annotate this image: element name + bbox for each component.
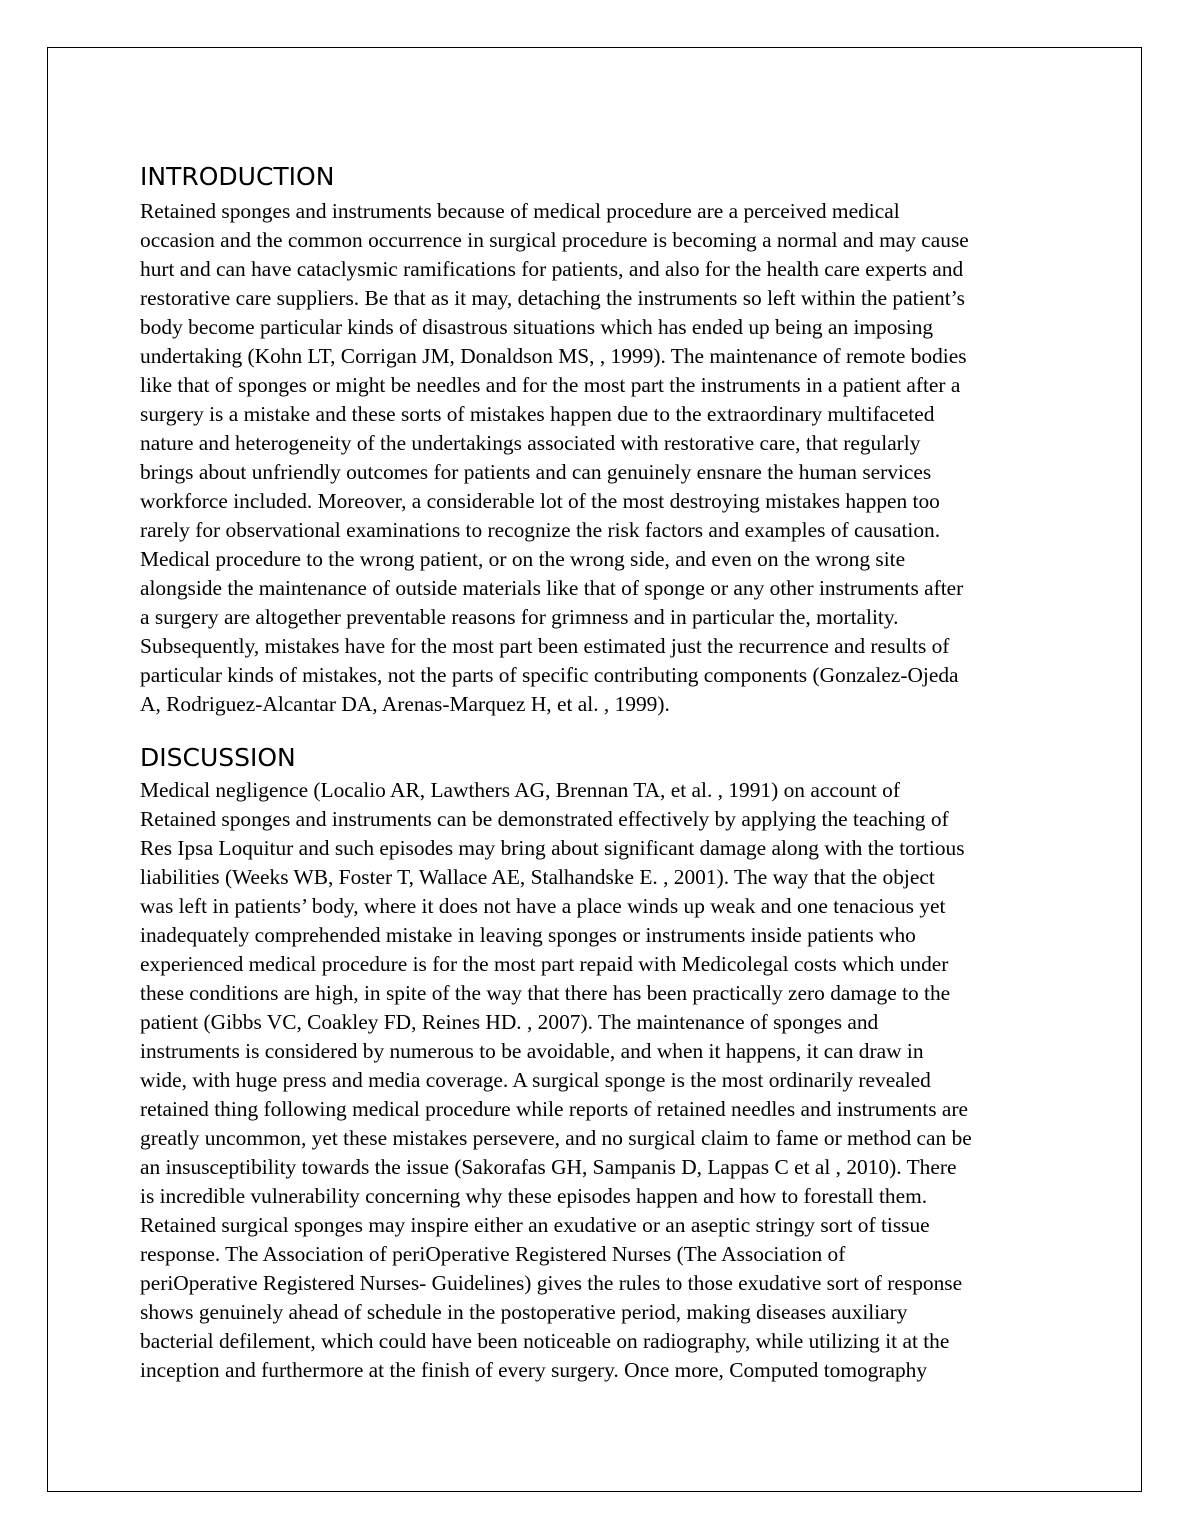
- introduction-paragraph: [140, 197, 1055, 719]
- text-line: Retained sponges and instruments because of medical procedure are a perceived medical: [140, 199, 900, 223]
- text-line: surgery is a mistake and these sorts of mistakes happen due to the extraordinary multifaceted: [140, 402, 935, 426]
- text-line: particular kinds of mistakes, not the parts of specific contributing components (Gonzalez-Ojeda: [140, 663, 959, 687]
- text-line: periOperative Registered Nurses- Guidelines) gives the rules to those exudative sort of response: [140, 1271, 963, 1295]
- text-line: was left in patients’ body, where it does not have a place winds up weak and one tenacious yet: [140, 894, 946, 918]
- text-line: greatly uncommon, yet these mistakes persevere, and no surgical claim to fame or method can be: [140, 1126, 972, 1150]
- text-line: experienced medical procedure is for the most part repaid with Medicolegal costs which under: [140, 952, 949, 976]
- text-line: an insusceptibility towards the issue (Sakorafas GH, Sampanis D, Lappas C et al , 2010). There: [140, 1155, 957, 1179]
- text-line: restorative care suppliers. Be that as it may, detaching the instruments so left within the patient’s: [140, 286, 965, 310]
- discussion-paragraph: [140, 776, 1055, 1385]
- section-heading-discussion: DISCUSSION: [140, 743, 296, 772]
- text-line: Retained sponges and instruments can be demonstrated effectively by applying the teaching of: [140, 807, 949, 831]
- text-line: A, Rodriguez-Alcantar DA, Arenas-Marquez H, et al. , 1999).: [140, 692, 670, 716]
- text-line: workforce included. Moreover, a considerable lot of the most destroying mistakes happen too: [140, 489, 940, 513]
- text-line: retained thing following medical procedure while reports of retained needles and instruments are: [140, 1097, 968, 1121]
- text-line: Res Ipsa Loquitur and such episodes may bring about significant damage along with the tortious: [140, 836, 965, 860]
- document-body: [140, 160, 1055, 1385]
- text-line: shows genuinely ahead of schedule in the postoperative period, making diseases auxiliary: [140, 1300, 908, 1324]
- section-heading-introduction: INTRODUCTION: [140, 162, 335, 191]
- text-line: wide, with huge press and media coverage. A surgical sponge is the most ordinarily revealed: [140, 1068, 931, 1092]
- text-line: nature and heterogeneity of the undertakings associated with restorative care, that regularly: [140, 431, 921, 455]
- text-line: Retained surgical sponges may inspire either an exudative or an aseptic stringy sort of tissue: [140, 1213, 930, 1237]
- text-line: alongside the maintenance of outside materials like that of sponge or any other instruments after: [140, 576, 964, 600]
- text-line: inadequately comprehended mistake in leaving sponges or instruments inside patients who: [140, 923, 916, 947]
- text-line: body become particular kinds of disastrous situations which has ended up being an imposing: [140, 315, 934, 339]
- text-line: is incredible vulnerability concerning why these episodes happen and how to forestall them.: [140, 1184, 928, 1208]
- text-line: like that of sponges or might be needles and for the most part the instruments in a patient after a: [140, 373, 961, 397]
- text-line: response. The Association of periOperative Registered Nurses (The Association of: [140, 1242, 846, 1266]
- text-line: instruments is considered by numerous to be avoidable, and when it happens, it can draw in: [140, 1039, 924, 1063]
- text-line: bacterial defilement, which could have been noticeable on radiography, while utilizing it at the: [140, 1329, 950, 1353]
- text-line: liabilities (Weeks WB, Foster T, Wallace AE, Stalhandske E. , 2001). The way that the object: [140, 865, 935, 889]
- text-line: occasion and the common occurrence in surgical procedure is becoming a normal and may cause: [140, 228, 969, 252]
- text-line: rarely for observational examinations to recognize the risk factors and examples of causation.: [140, 518, 941, 542]
- text-line: brings about unfriendly outcomes for patients and can genuinely ensnare the human services: [140, 460, 932, 484]
- text-line: Medical negligence (Localio AR, Lawthers AG, Brennan TA, et al. , 1991) on account of: [140, 778, 901, 802]
- text-line: hurt and can have cataclysmic ramifications for patients, and also for the health care experts and: [140, 257, 964, 281]
- text-line: undertaking (Kohn LT, Corrigan JM, Donaldson MS, , 1999). The maintenance of remote bodies: [140, 344, 967, 368]
- text-line: a surgery are altogether preventable reasons for grimness and in particular the, mortality.: [140, 605, 899, 629]
- text-line: these conditions are high, in spite of the way that there has been practically zero damage to the: [140, 981, 951, 1005]
- text-line: patient (Gibbs VC, Coakley FD, Reines HD. , 2007). The maintenance of sponges and: [140, 1010, 879, 1034]
- text-line: Medical procedure to the wrong patient, or on the wrong side, and even on the wrong site: [140, 547, 906, 571]
- text-line: Subsequently, mistakes have for the most part been estimated just the recurrence and results of: [140, 634, 950, 658]
- text-line: inception and furthermore at the finish of every surgery. Once more, Computed tomography: [140, 1358, 928, 1382]
